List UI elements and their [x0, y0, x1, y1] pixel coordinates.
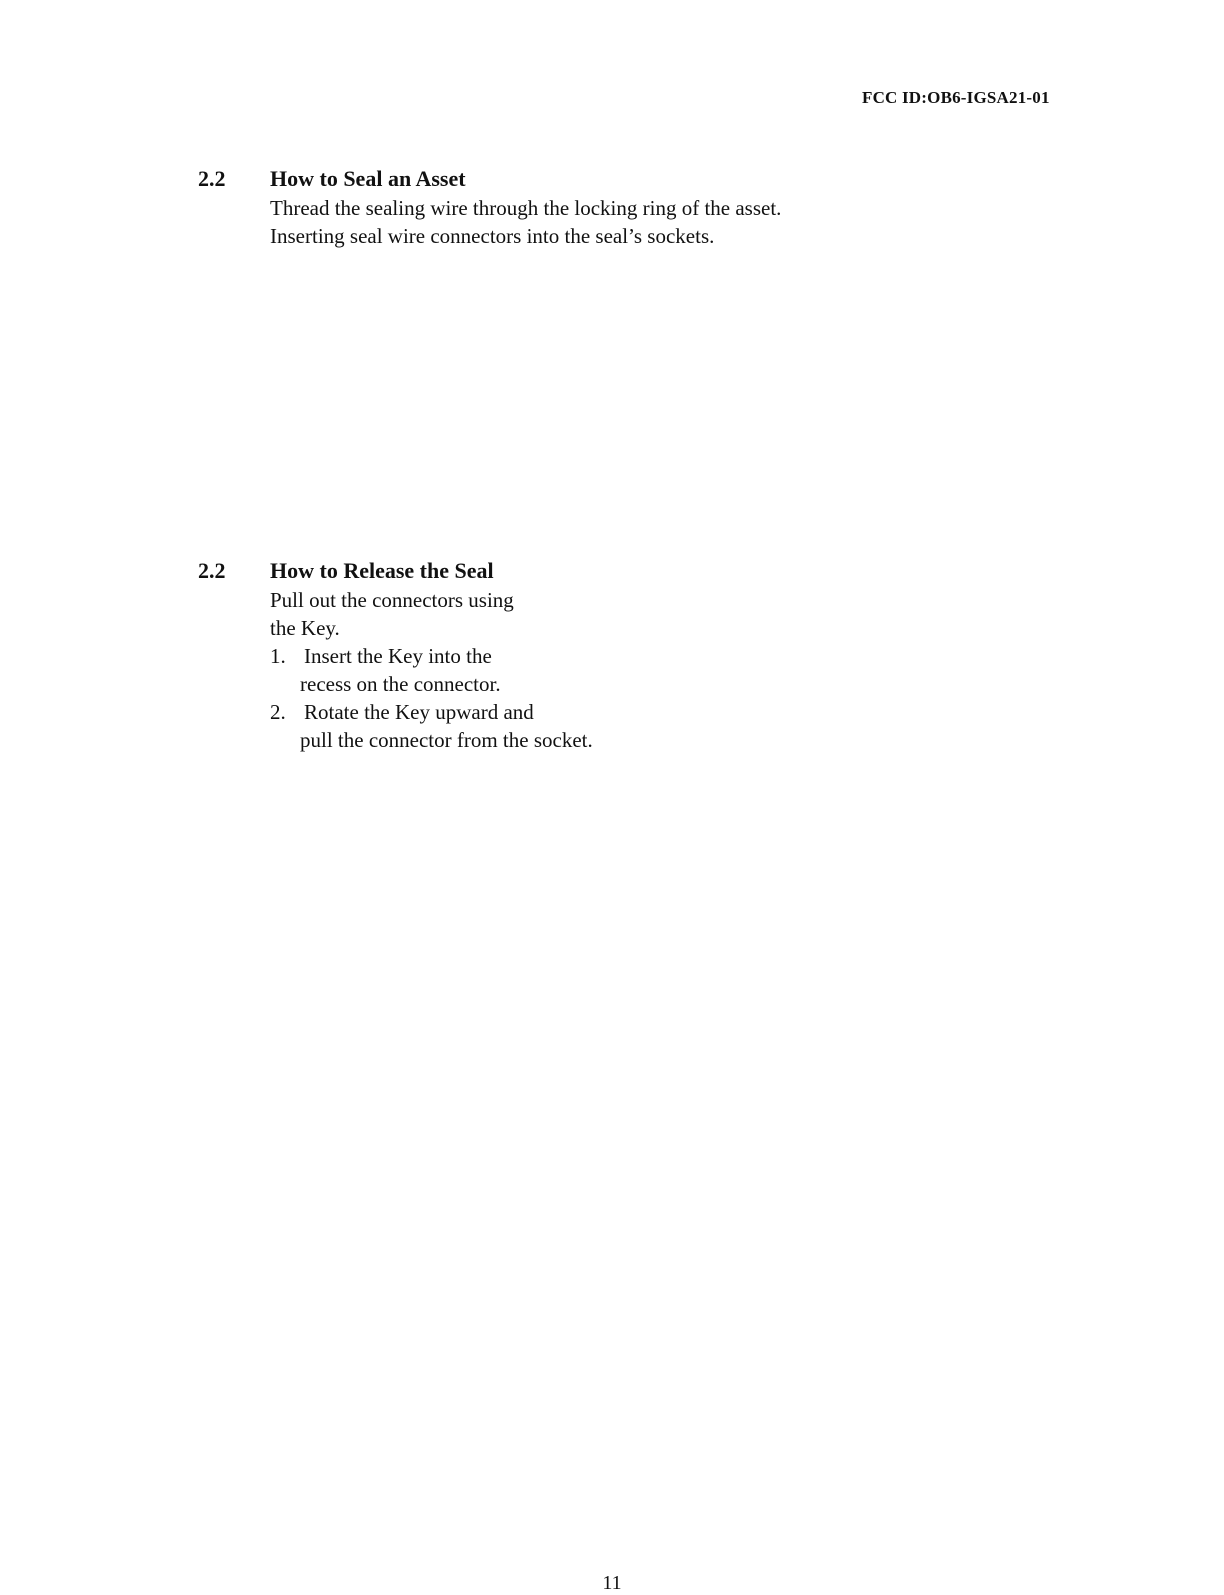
body-text-line: the Key. [270, 616, 340, 640]
step-number: 2. [270, 700, 286, 724]
section-number: 2.2 [198, 558, 226, 583]
list-item [198, 642, 998, 698]
step-number: 1. [270, 644, 286, 668]
section-number: 2.2 [198, 166, 226, 191]
fcc-id-header: FCC ID:OB6-IGSA21-01 [862, 88, 1050, 107]
section-heading [198, 166, 998, 194]
body-text-line: Thread the sealing wire through the locking ring of the asset. [270, 196, 782, 220]
list-item [198, 698, 998, 754]
section-release-seal [198, 558, 998, 754]
body-text-line: Inserting seal wire connectors into the seal’s sockets. [270, 224, 715, 248]
step-line [270, 698, 998, 726]
section-title: How to Seal an Asset [270, 166, 466, 191]
body-text-line: Pull out the connectors using [270, 588, 514, 612]
page-number: 11 [602, 1572, 622, 1594]
step-text: Rotate the Key upward and [304, 700, 534, 724]
step-text: Insert the Key into the [304, 644, 492, 668]
section-seal-asset [198, 166, 998, 250]
steps-list [198, 642, 998, 754]
step-continuation: pull the connector from the socket. [300, 728, 593, 752]
section-heading [198, 558, 998, 586]
section-title: How to Release the Seal [270, 558, 494, 583]
step-continuation: recess on the connector. [300, 672, 501, 696]
step-line [270, 642, 998, 670]
